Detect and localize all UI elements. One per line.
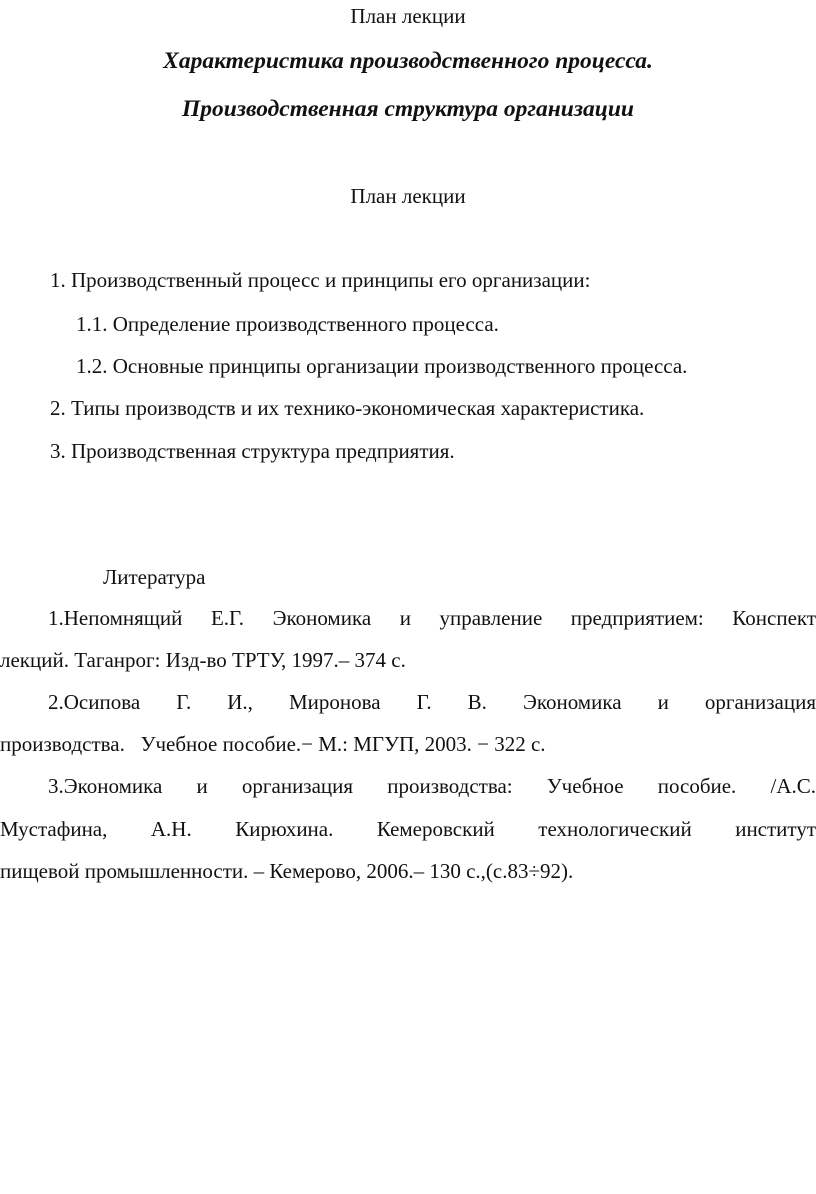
plan-item-1-2: 1.2. Основные принципы организации производственного процесса. — [76, 354, 688, 378]
reference-3-line-2: Мустафина, А.Н. Кирюхина. Кемеровский технологический институт — [0, 817, 816, 841]
reference-3-line-3: пищевой промышленности. – Кемерово, 2006.– 130 с.,(с.83÷92). — [0, 859, 574, 883]
reference-2-line-2: производства. Учебное пособие.− М.: МГУП, 2003. − 322 с. — [0, 732, 546, 756]
reference-1-line-2: лекций. Таганрог: Изд-во ТРТУ, 1997.– 374 с. — [0, 648, 406, 672]
reference-1-line-1: 1.Непомнящий Е.Г. Экономика и управление предприятием: Конспект — [48, 606, 816, 630]
plan-item-1-1: 1.1. Определение производственного процесса. — [76, 312, 499, 336]
reference-3-line-1: 3.Экономика и организация производства: Учебное пособие. /А.С. — [48, 774, 816, 798]
plan-item-1: 1. Производственный процесс и принципы его организации: — [50, 268, 591, 292]
literature-heading: Литература — [103, 565, 206, 589]
top-label: План лекции — [350, 4, 466, 28]
title-line-1: Характеристика производственного процесса. — [163, 48, 653, 74]
plan-item-2: 2. Типы производств и их технико-экономическая характеристика. — [50, 396, 645, 420]
plan-heading: План лекции — [350, 184, 466, 208]
reference-2-line-1: 2.Осипова Г. И., Миронова Г. В. Экономика и организация — [48, 690, 816, 714]
title-line-2: Производственная структура организации — [181, 96, 635, 122]
plan-item-3: 3. Производственная структура предприятия. — [50, 439, 455, 463]
